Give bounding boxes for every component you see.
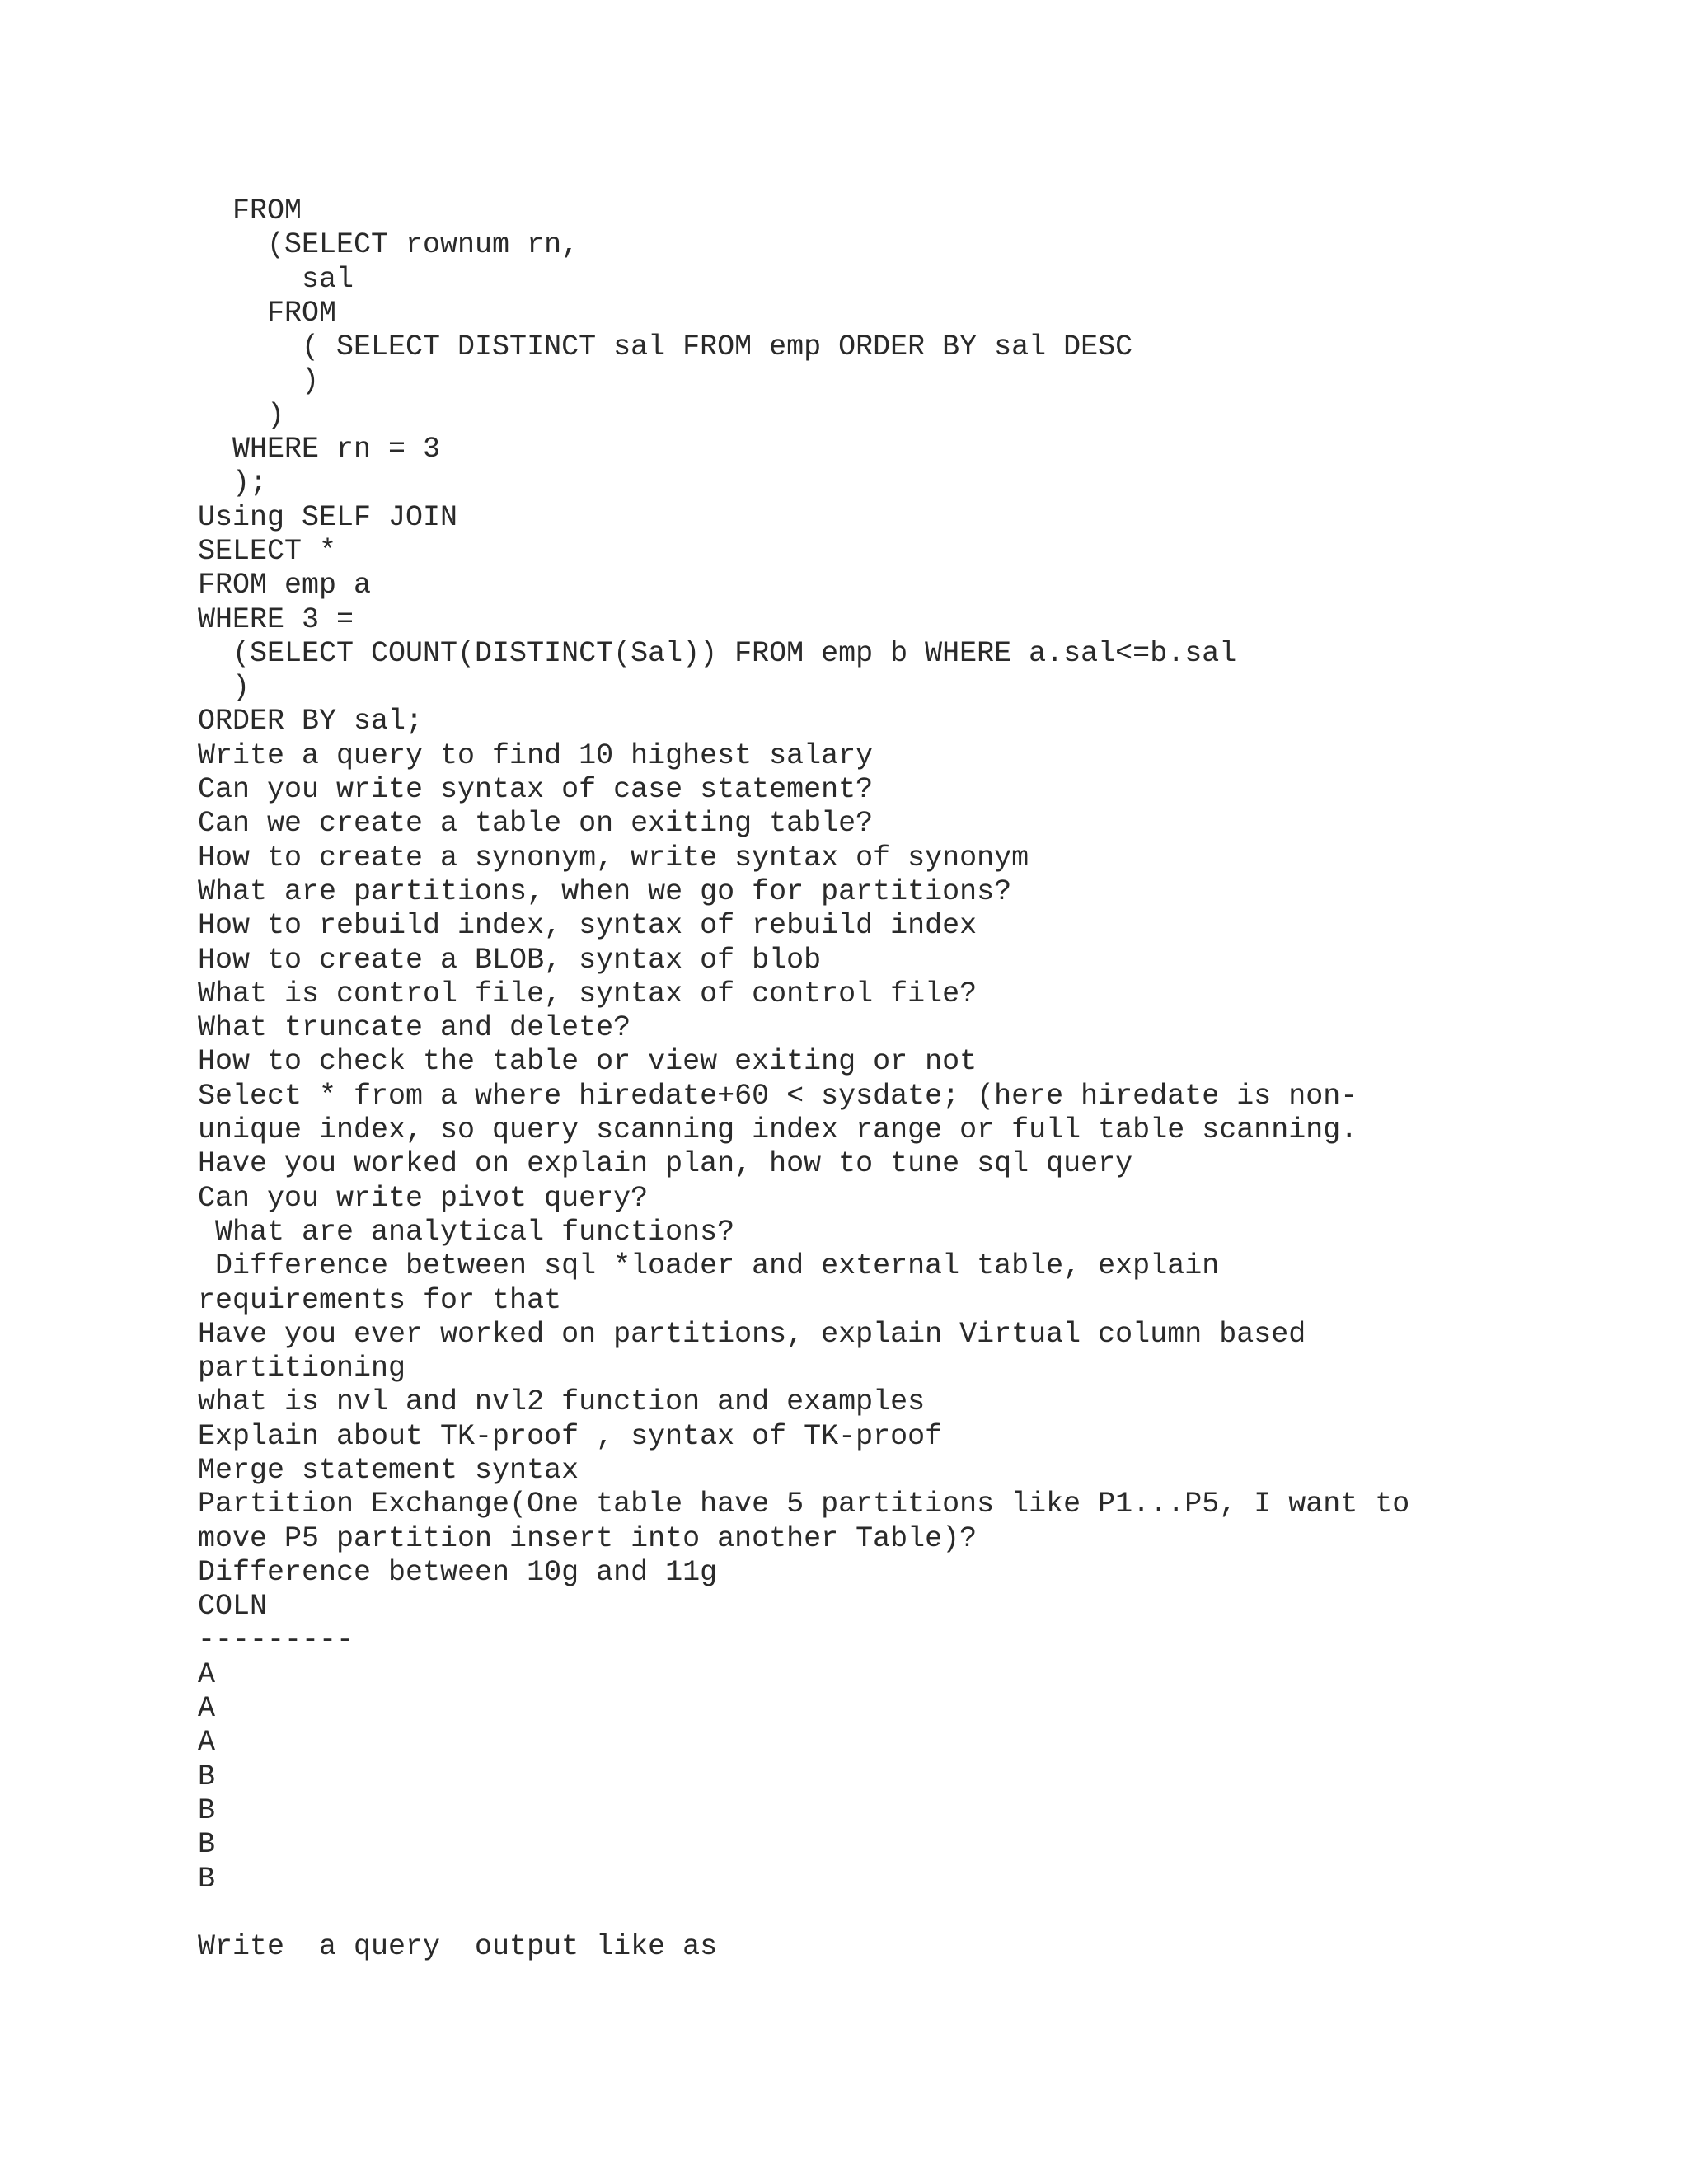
text-line: A bbox=[198, 1657, 216, 1691]
text-line: unique index, so query scanning index range or full table scanning. bbox=[198, 1113, 1358, 1147]
text-line: ORDER BY sal; bbox=[198, 705, 424, 738]
text-line: FROM bbox=[198, 296, 337, 330]
text-line bbox=[198, 1896, 1599, 1930]
text-line: Merge statement syntax bbox=[198, 1453, 579, 1487]
text-line: Can we create a table on exiting table? bbox=[198, 807, 874, 841]
text-line: move P5 partition insert into another Table)? bbox=[198, 1521, 978, 1555]
text-line: SELECT * bbox=[198, 534, 337, 568]
text-line: Difference between 10g and 11g bbox=[198, 1555, 718, 1589]
text-line: How to create a BLOB, syntax of blob bbox=[198, 943, 822, 977]
text-line: What is control file, syntax of control file? bbox=[198, 977, 978, 1010]
text-line: ) bbox=[198, 364, 320, 398]
text-line: requirements for that bbox=[198, 1283, 562, 1317]
text-line: B bbox=[198, 1862, 216, 1896]
text-line: Select * from a where hiredate+60 < sysdate; (here hiredate is non- bbox=[198, 1079, 1358, 1113]
document-text bbox=[198, 194, 1599, 1964]
text-line: --------- bbox=[198, 1624, 354, 1657]
text-line: Write a query output like as bbox=[198, 1930, 718, 1964]
text-line: partitioning bbox=[198, 1352, 406, 1385]
text-line: A bbox=[198, 1726, 216, 1760]
text-line: what is nvl and nvl2 function and examples bbox=[198, 1385, 926, 1419]
text-line: Partition Exchange(One table have 5 partitions like P1...P5, I want to bbox=[198, 1488, 1410, 1521]
text-line: How to check the table or view exiting or not bbox=[198, 1045, 978, 1079]
text-line: How to create a synonym, write syntax of synonym bbox=[198, 841, 1029, 874]
text-line: ) bbox=[198, 671, 251, 705]
text-line: Explain about TK-proof , syntax of TK-proof bbox=[198, 1419, 943, 1453]
text-line: B bbox=[198, 1760, 216, 1793]
text-line: What are partitions, when we go for partitions? bbox=[198, 874, 1012, 908]
text-line: ); bbox=[198, 466, 268, 500]
text-line: Can you write syntax of case statement? bbox=[198, 773, 874, 807]
text-line: sal bbox=[198, 262, 354, 296]
text-line: ( SELECT DISTINCT sal FROM emp ORDER BY sal DESC bbox=[198, 330, 1133, 364]
text-line: WHERE 3 = bbox=[198, 602, 354, 636]
text-line: (SELECT rownum rn, bbox=[198, 228, 579, 262]
text-line: B bbox=[198, 1828, 216, 1862]
text-line: Can you write pivot query? bbox=[198, 1181, 649, 1215]
text-line: Have you ever worked on partitions, explain Virtual column based bbox=[198, 1317, 1306, 1351]
text-line: How to rebuild index, syntax of rebuild index bbox=[198, 909, 978, 943]
text-line: What are analytical functions? bbox=[198, 1215, 735, 1249]
text-line: (SELECT COUNT(DISTINCT(Sal)) FROM emp b WHERE a.sal<=b.sal bbox=[198, 636, 1237, 670]
text-line: Difference between sql *loader and external table, explain bbox=[198, 1249, 1220, 1283]
text-line: A bbox=[198, 1692, 216, 1726]
text-line: WHERE rn = 3 bbox=[198, 433, 441, 466]
text-line: ) bbox=[198, 398, 285, 432]
text-line: COLN bbox=[198, 1590, 268, 1624]
text-line: B bbox=[198, 1793, 216, 1827]
text-line: FROM bbox=[198, 194, 302, 227]
text-line: What truncate and delete? bbox=[198, 1011, 631, 1045]
text-line: FROM emp a bbox=[198, 569, 372, 602]
text-line: Write a query to find 10 highest salary bbox=[198, 738, 874, 772]
text-line: Using SELF JOIN bbox=[198, 500, 458, 534]
text-line: Have you worked on explain plan, how to tune sql query bbox=[198, 1147, 1133, 1181]
